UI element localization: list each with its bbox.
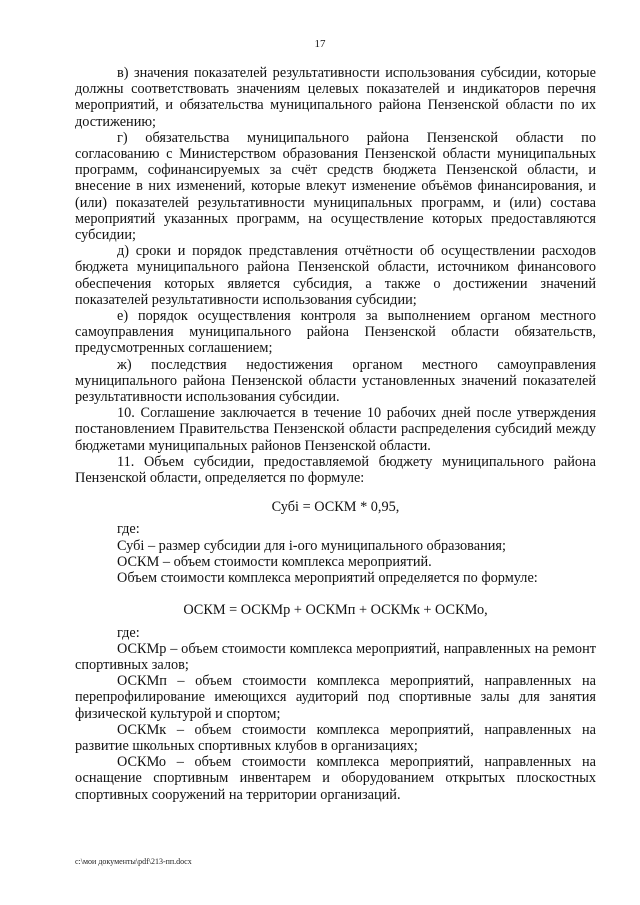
- paragraph-zh: ж) последствия недостижения органом местного самоуправления муниципального района Пензенской области установленных значений показателей результативности использования субсидии.: [75, 356, 596, 406]
- definition-oskm-r: ОСКМр – объем стоимости комплекса мероприятий, направленных на ремонт спортивных залов;: [75, 640, 596, 673]
- formula-intro: Объем стоимости комплекса мероприятий определяется по формуле:: [117, 570, 538, 587]
- paragraph-10: 10. Соглашение заключается в течение 10 рабочих дней после утверждения постановлением Правительства Пензенской области распределения субсидий между бюджетами муниципальных районов Пензенской области.: [75, 405, 596, 454]
- definition-oskm-o: ОСКМо – объем стоимости комплекса мероприятий, направленных на оснащение спортивным инвентарем и оборудованием открытых плоскостных спортивных сооружений на территории организаций.: [75, 754, 596, 803]
- formula-oskm: ОСКМ = ОСКМр + ОСКМп + ОСКМк + ОСКМо,: [183, 602, 488, 619]
- footer-file-path: c:\мои документы\pdf\213-пп.docx: [75, 857, 192, 866]
- definition-oskm-p: ОСКМп – объем стоимости комплекса мероприятий, направленных на перепрофилирование имеющихся аудиторий под спортивные залы для занятия физической культурой и спортом;: [75, 673, 596, 722]
- definition-oskm-k: ОСКМк – объем стоимости комплекса мероприятий, направленных на развитие школьных спортивных клубов в организациях;: [75, 721, 596, 754]
- paragraph-11: 11. Объем субсидии, предоставляемой бюджету муниципального района Пензенской области, определяется по формуле:: [75, 453, 596, 487]
- paragraph-e: е) порядок осуществления контроля за выполнением органом местного самоуправления муниципального района Пензенской области обязательств, предусмотренных соглашением;: [75, 308, 596, 357]
- formula-subsidy: Субi = ОСКМ * 0,95,: [271, 499, 400, 516]
- definition-oskm: ОСКМ – объем стоимости комплекса мероприятий.: [117, 553, 432, 570]
- paragraph-g: г) обязательства муниципального района Пензенской области по согласованию с Министерством образования Пензенской области муниципальных программ, софинансируемых за счёт средств бюджета Пензенской области, и внесение в них изменений, которые влекут изменение объёмов финансирования, и (или) показателей результативности муниципальных программ, и (или) состава мероприятий указанных программ, на осуществление которых предоставляются субсидии;: [75, 129, 596, 244]
- paragraph-v: в) значения показателей результативности использования субсидии, которые должны соответствовать значениям целевых показателей и индикаторов перечня мероприятий, и обязательства муниципального района Пензенской области по их достижению;: [75, 65, 596, 130]
- where-label-1: где:: [117, 521, 140, 538]
- where-label-2: где:: [117, 624, 140, 641]
- document-body: [75, 65, 596, 803]
- page-number: 17: [314, 38, 326, 50]
- definition-sub: Субi – размер субсидии для i-ого муниципального образования;: [117, 537, 506, 554]
- paragraph-d: д) сроки и порядок представления отчётности об осуществлении расходов бюджета муниципального района Пензенской области, источником финансового обеспечения которых является субсидия, а также о достижении значений показателей результативности использования субсидии;: [75, 243, 596, 308]
